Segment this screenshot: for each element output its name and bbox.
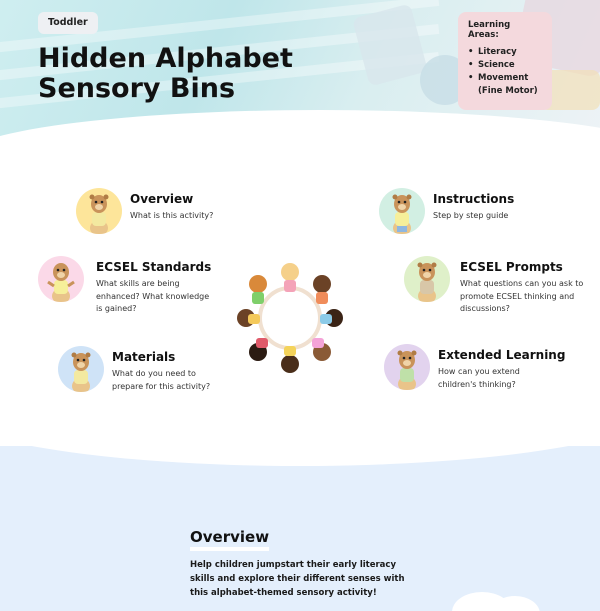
meerkat-mascot-icon — [58, 346, 104, 392]
card-title: Instructions — [433, 192, 515, 206]
card-description: What questions can you ask to promote ECSEL thinking and discussions? — [460, 279, 584, 313]
card-materials[interactable] — [58, 346, 218, 393]
section-curve — [0, 446, 600, 466]
card-instructions[interactable] — [379, 188, 543, 234]
meerkat-mascot-icon — [384, 344, 430, 390]
overview-heading: Overview — [190, 528, 270, 546]
learning-area-item: • Literacy — [468, 46, 542, 59]
card-description: What do you need to prepare for this activity? — [112, 369, 211, 391]
card-extended-learning[interactable] — [384, 344, 565, 391]
card-title: Overview — [130, 192, 194, 206]
card-description: What is this activity? — [130, 211, 214, 220]
card-title: ECSEL Standards — [96, 260, 212, 274]
card-description: What skills are being enhanced? What knowledge is gained? — [96, 279, 210, 313]
age-badge: Toddler — [38, 12, 98, 34]
learning-area-item: • Science — [468, 59, 542, 72]
card-ecsel-prompts[interactable] — [404, 256, 586, 316]
learning-areas-list — [468, 46, 542, 85]
meerkat-mascot-icon — [379, 188, 425, 234]
card-title: ECSEL Prompts — [460, 260, 563, 274]
card-description: Step by step guide — [433, 211, 509, 220]
learning-area-item-continued: (Fine Motor) — [478, 86, 538, 96]
learning-areas-box — [458, 12, 552, 110]
card-ecsel-standards[interactable] — [38, 256, 218, 316]
card-description: How can you extend children's thinking? — [438, 367, 520, 389]
meerkat-mascot-icon — [76, 188, 122, 234]
learning-area-item: • Movement — [468, 72, 542, 85]
overview-body: Help children jumpstart their early literacy skills and explore their different senses with this alphabet-themed sensory activity! — [190, 560, 405, 598]
card-title: Materials — [112, 350, 176, 364]
hero-wave — [0, 110, 600, 160]
card-overview[interactable] — [76, 188, 240, 234]
children-circle-illustration — [230, 258, 350, 378]
learning-areas-heading: Learning Areas: — [468, 20, 511, 40]
meerkat-mascot-icon — [404, 256, 450, 302]
card-title: Extended Learning — [438, 348, 566, 362]
meerkat-mascot-icon — [38, 256, 84, 302]
page-title: Hidden Alphabet Sensory Bins — [38, 43, 293, 104]
